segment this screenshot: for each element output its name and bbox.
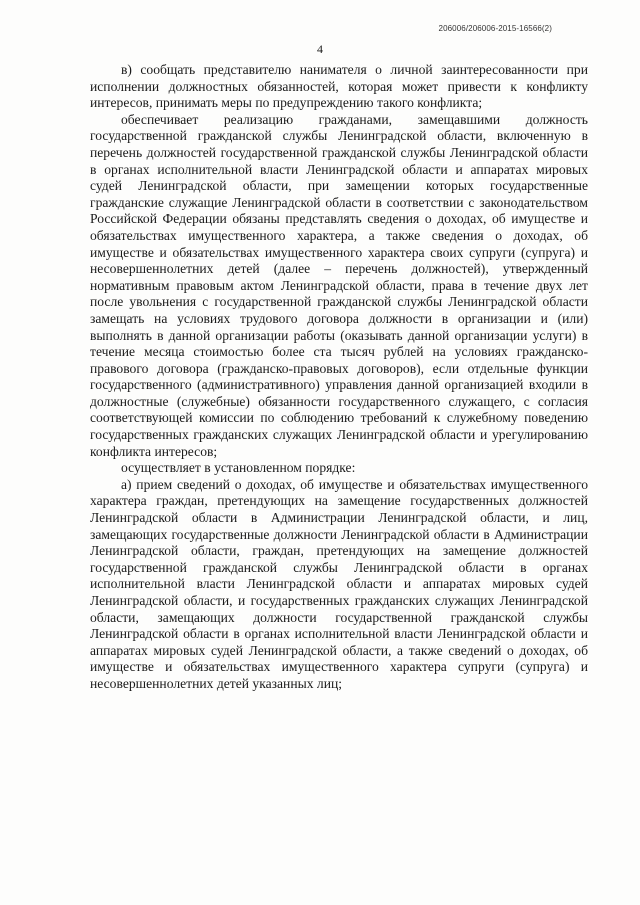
paragraph-post-employment: обеспечивает реализацию гражданами, замещавшими должность государственной гражданской службы Ленинградской области, включенную в перечень должностей государственной гражданской службы Ленинградской области в органах исполнительной власти Ленинградской области и аппаратах мировых судей Ленинградской области, при замещении которых государственные гражданские служащие Ленинградской области в соответствии с законодательством Российской Федерации обязаны представлять сведения о доходах, об имуществе и обязательствах имущественного характера, а также сведения о доходах, об имуществе и обязательствах имущественного характера своих супруги (супруга) и несовершеннолетних детей (далее – перечень должностей), утвержденный нормативным правовым актом Ленинградской области, права в течение двух лет после увольнения с государственной гражданской службы Ленинградской области замещать на условиях трудового договора должности в организации и (или) выполнять в данной организации работы (оказывать данной организации услуги) в течение месяца стоимостью более ста тысяч рублей на условиях гражданско-правового договора (гражданско-правовых договоров), если отдельные функции государственного (административного) управления данной организацией входили в должностные (служебные) обязанности государственного служащего, с согласия соответствующей комиссии по соблюдению требований к служебному поведению государственных гражданских служащих Ленинградской области и урегулированию конфликта интересов;: [90, 111, 588, 459]
document-code: 206006/206006-2015-16566(2): [438, 24, 552, 33]
document-body: [90, 62, 588, 693]
paragraph-report-interest: в) сообщать представителю нанимателя о личной заинтересованности при исполнении должностных обязанностей, которая может привести к конфликту интересов, принимать меры по предупреждению такого конфликта;: [90, 62, 588, 111]
paragraph-established-order: осуществляет в установленном порядке:: [121, 460, 356, 476]
paragraph-income-declarations: а) прием сведений о доходах, об имуществе и обязательствах имущественного характера граждан, претендующих на замещение государственных должностей Ленинградской области в Администрации Ленинградской области, и лиц, замещающих государственные должности Ленинградской области в Администрации Ленинградской области, граждан, претендующих на замещение должностей государственной гражданской службы Ленинградской области в органах исполнительной власти Ленинградской области и аппаратах мировых судей Ленинградской области, и государственных гражданских служащих Ленинградской области, замещающих должности государственной гражданской службы Ленинградской области в органах исполнительной власти Ленинградской области и аппаратах мировых судей Ленинградской области, а также сведений о доходах, об имуществе и обязательствах имущественного характера супруги (супруга) и несовершеннолетних детей указанных лиц;: [90, 476, 588, 691]
page-number: 4: [317, 42, 323, 56]
